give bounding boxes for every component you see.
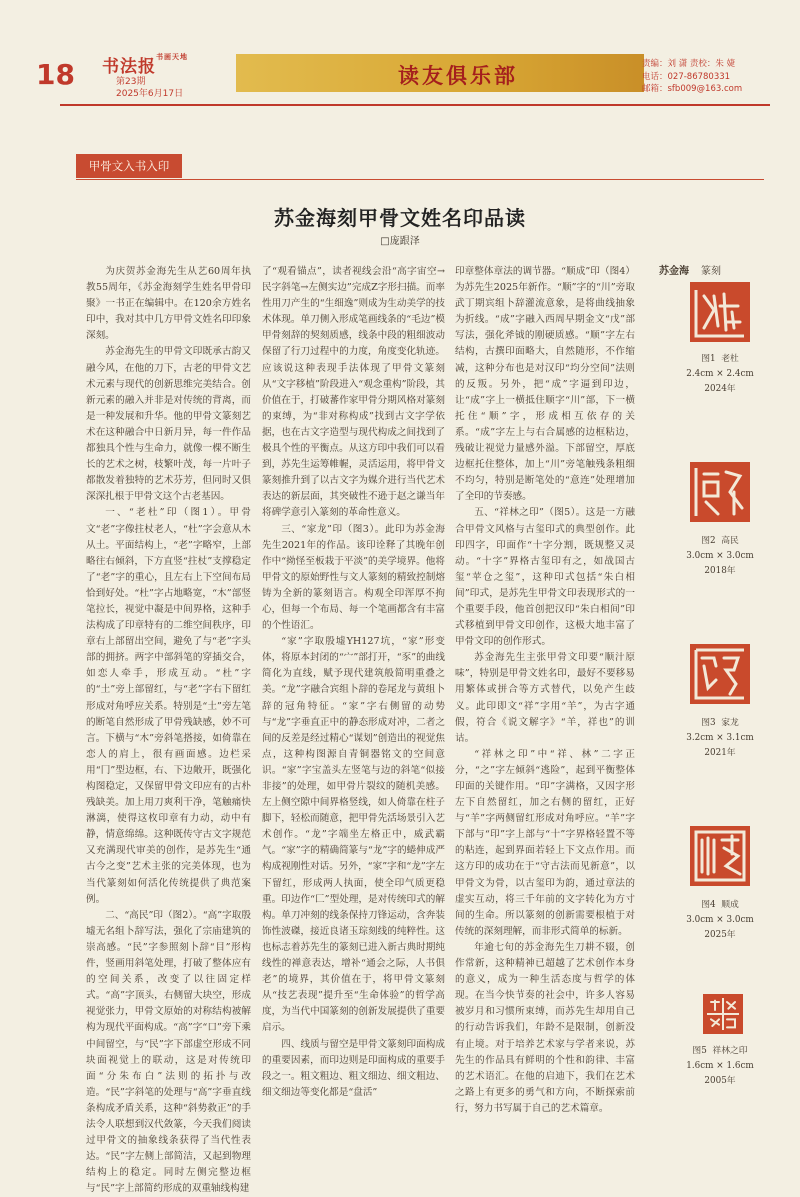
- seal-name: 祥林之印: [712, 1046, 748, 1056]
- paragraph: “家”字取殷墟YH127坑，“家”形变体，将原本封闭的“宀”部打开，“豕”的曲线简化为直线，赋予现代建筑般简明重叠之美。“龙”字融合宾组卜辞的卷尾龙与黄组卜辞的冠角特征。“家”字右侧留的动势与“龙”字垂直正中的静态形成对冲，二者之间的反差是经过精心“谋划”创造出的视觉焦点，这种构图源自青铜器铭文的空间意识。“家”字宝盖头左竖笔与边的斜笔“似接非接”的处理，如甲骨片裂纹的随机美感。左上侧空隙中间界格竖线，如人倚靠在柱子脚下，轻松而随意，把甲骨先活场景引入艺术创作。“龙”字端坐左格正中，威武霸气。“家”字的精确简篆与“龙”字的蜷伸成严构成视刚性对话。另外，“家”字和“龙”字左下留红，形成两人执面，使全印气质更稳重。印边作“匚”型处理，是对传统印式的解构。单刀冲刻的线条保持刀锋运动，含奔装饰性波磔，接近良诸玉琮刻线的纯粹性。这也标志着苏先生的篆刻已进入新古典时期纯线性的禅意表达，增补“通会之际，人书俱老”的境界，其价值在于，将甲骨文篆刻从“技艺表现”提升至“生命体验”的哲学高度，为当代中国篆刻的创新发展提供了重要启示。: [262, 636, 445, 1034]
- article-author: □庞跟泽: [380, 236, 420, 247]
- paper-name: [102, 52, 188, 77]
- header-rule: [60, 104, 770, 106]
- seal-year: 2021年: [704, 748, 736, 758]
- seal-image: [690, 644, 750, 704]
- fig-label: 图3: [701, 718, 716, 728]
- issue-info: [116, 76, 183, 100]
- paragraph: 五、“祥林之印”（图5）。这是一方融合甲骨文风格与古玺印式的典型创作。此印四字，印面作“十字分割，既规整又灵动。“十字”界格古玺印有之，如战国古玺“苹仓之玺”，这种印式包括“朱白相间”印式，是苏先生甲骨文印表现形式的一个重要手段，他首创把汉印“朱白相间”印式移植到甲骨文印创作，这极大地丰富了甲骨文印的创作形式。: [455, 507, 635, 648]
- section-banner: [236, 54, 644, 92]
- paper-name-text: 书法报: [102, 57, 156, 77]
- fig-label: 图5: [692, 1046, 707, 1056]
- seal-name: 老杜: [721, 354, 739, 364]
- issue-number: 第23期: [116, 77, 146, 87]
- seal-caption: [655, 352, 785, 397]
- seal-fig: [655, 1044, 785, 1059]
- seal-caption: [655, 1044, 785, 1089]
- seal-name: 家龙: [721, 718, 739, 728]
- seal-size: 2.4cm × 2.4cm: [686, 369, 754, 379]
- paragraph: 一、“老杜”印（图1）。甲骨文“老”字像拄杖老人，“杜”字会意从木从土。平面结构上，“老”字略窄，上部略往右倾斜，下方直竖“拄杖”支撑稳定了“老”字的重心，且左右上下空间布局恰到好处。“杜”字占地略宽，“木”部竖笔拉长，视觉中凝是中间界格，这种手法构成了印章特有的二维空间秩序，印章右上部留出空间，避免了与“老”字头部的拥挤。两字中部斜笔的穿插交合，如恋人牵手，形成互动。“杜”字的“土”旁上部留红，与“老”字右下留红形成对角呼应关系。特别是“土”旁左笔的断笔自然形成了甲骨残缺感，妙不可言。下横与“木”旁斜笔搭接，如倚靠在恋人的肩上，很有画面感。边栏采用“冂”型边框，右、下边敞开，既强化构图稳定，又保留甲骨文印应有的古朴残缺美。加上用刀爽利干净，笔触痛快淋漓，使得这枚印章有力动，动中有静，情意绵绵。这种既传守古文字规范又充满现代审美的创作，是苏先生“通古今之变”艺术主张的完美体现，也为当代篆刻如何活化传统提供了典范案例。: [86, 507, 251, 905]
- seal-image: [703, 994, 743, 1034]
- seal-fig: [655, 534, 785, 549]
- fig-label: 图2: [701, 536, 716, 546]
- article-title: 苏金海刻甲骨文姓名印品读: [274, 206, 526, 230]
- paragraph: 四、线质与留空是甲骨文篆刻印面构成的重要因素，而印边则是印面构成的重要手段之一。粗文粗边、粗文细边、细文粗边、细文细边等变化都是“盘活”: [262, 1038, 445, 1098]
- paragraph: 苏金海先生主张甲骨文印要“顺汁原味”，特别是甲骨文姓名印，最好不要移易用繁体或拼合等方式替代，以免产生歧义。此印即文“祥”字用“羊”，为古字通假，符合《说文解字》“羊，祥也”的训诂。: [455, 652, 635, 744]
- column-tag: 甲骨文入书入印: [76, 154, 182, 178]
- seal-size: 3.0cm × 3.0cm: [686, 915, 754, 925]
- page-number: 18: [36, 58, 75, 91]
- seal-caption: [655, 898, 785, 943]
- seal-fig: [655, 716, 785, 731]
- paper-sub: 书画天地: [156, 52, 188, 61]
- editors: 责编：刘 潇 责校：朱 婕: [642, 59, 736, 69]
- seal-name: 顺成: [721, 900, 739, 910]
- seal-size: 3.2cm × 3.1cm: [686, 733, 754, 743]
- text-column-1: [86, 264, 251, 1197]
- text-column-3: [455, 264, 635, 1117]
- paragraph: 苏金海先生的甲骨文印既承古韵又融今风，在他的刀下，古老的甲骨文艺术元素与现代的创新思维完美结合。创新元素的融入并非是对传统的背离，而是一种发展和升华。他的甲骨文篆刻艺术在这种融合中日新月异，每一件作品都独具个性与生命力，就像一棵不断生长的艺术之树，枝繁叶茂，每一片叶子都散发着独特的艺术芬芳，但同时又俱深深扎根于甲骨文这个古老基因。: [86, 346, 251, 503]
- paragraph: 年逾七旬的苏金海先生刀耕不辍，创作常新，这种精神已超越了艺术创作本身的意义，成为一种生活态度与哲学的体现。在当今快节奏的社会中，许多人容易被岁月和习惯所束缚，而苏先生却用自己的行动告诉我们，年龄不是限制，创新没有止境。对于培养艺术家与学者来说，苏先生的作品具有鲜明的个性和韵律、丰富的艺术语汇。在他的启迪下，我们在艺术之路上有更多的勇气和方向，不断探索前行，努力书写属于自己的艺术篇章。: [455, 941, 635, 1114]
- artist-name: 苏金海: [659, 266, 689, 277]
- seal-year: 2005年: [704, 1076, 736, 1086]
- gallery-label: 篆刻: [701, 266, 721, 277]
- seal-year: 2018年: [704, 566, 736, 576]
- paragraph: 三、“家龙”印（图3）。此印为苏金海先生2021年的作品。该印诠释了其晚年创作中“拗怪至板栽于平淡”的美学境界。他将甲骨文的原始野性与文人篆刻的精致控制熔铸为全新的篆刻语言。构观全印浑厚不拘心，但每一个布局、每一个笔画都含有丰富的个性语汇。: [262, 523, 445, 632]
- seal-caption: [655, 716, 785, 761]
- issue-date: 2025年6月17日: [116, 89, 184, 99]
- seal-size: 1.6cm × 1.6cm: [686, 1061, 754, 1071]
- paragraph: “祥林之印”中“祥、林”二字正分，“之”字左倾斜“逃险”，起到平衡整体印面的关键作用。“印”字满格，又因字形左下自然留红，加之右侧的留红，正好与“羊”字两侧留红形成对角呼应。“羊”字下部与“印”字上部与“十”字界格轻置不等的粘连，起到界面若轻上下文点作用。而这方印的成功在于“守古法而见新意”，以甲骨文为骨，以古玺印为韵，通过章法的虚实互动，将三千年前的文字转化为方寸间的生命。所以篆刻的创新需要根植于对传统的深刻理解，而非形式简单的标新。: [455, 748, 635, 937]
- paragraph: 二、“高民”印（图2）。“高”字取殷墟无名组卜辞写法，强化了宗庙建筑的崇高感。“民”字参照刻卜辞“目”形构件，竖画用斜笔处理，打破了整体应有的空间关系，改变了以往固定样式。“高”字顶头，右侧留大块空，形成视觉张力，甲骨文原始的对称结构被解构为现代平面构成。“高”字“口”旁下乘中间留空，与“民”字下部虚空形成不同块面视觉上的联动，这是对传统印面“分朱布白”法则的拓扑与改造。“民”字斜笔的处理与“高”字垂直线条构成矛盾关系，这种“斜势救正”的手法令人联想到汉代敛篆，今天我们阅读过甲骨文的抽象线条获得了当代性表达。“民”字左侧上部简洁，又起到物理结构上的稳定。同时左侧完整边框与“民”字上部简约形成的双重轴线构建: [86, 909, 251, 1195]
- paragraph: 了“观看锚点”，读者视线会沿“高字宙空→民字斜笔→左侧实边”完成Z字形扫描。而率性用刀产生的“生细逸”则成为生动美学的技术体现。单刀侧入形成笔画线条的“毛边”模甲骨刻辞的契刻质感，线条中段的粗细波动保留了行刀过程中的力度，角度变化轨迹。应该说这种表现手法体现了甲骨文篆刻从“文字移植”阶段进入“观念重构”阶段，其价值在于，打破蕃作家甲骨分期风格对篆刻的束缚，为“非对称构成”找到古文字学依据，也在古文字造型与现代构成之间找到了极具个性的平衡点。从这方印中我们可以看到，苏先生运筹帷幄，灵活运用，将甲骨文篆刻推升到了以古文字为媒介进行当代艺术表达的新层面，其突破性不逊于赵之谦当年将碑学意引入篆刻的革命性意义。: [262, 266, 445, 519]
- email: 邮箱：sfb009@163.com: [642, 84, 743, 94]
- paragraph: 为庆贺苏金海先生从艺60周年执教55周年，《苏金海刻学生姓名甲骨印聚》一书正在编辑中。在120余方姓名印中，我对其中几方甲骨文姓名印印象深刻。: [86, 266, 251, 342]
- section-title: 读友俱乐部: [398, 63, 518, 88]
- seal-size: 3.0cm × 3.0cm: [686, 551, 754, 561]
- seal-year: 2025年: [704, 930, 736, 940]
- seal-gallery-header: [659, 262, 785, 277]
- seal-caption: [655, 534, 785, 579]
- paragraph: 印章整体章法的调节器。“顺成”印（图4）为苏先生2025年新作。“顺”字的“川”旁取武丁期宾组卜辞灌流意象，是将曲线抽象为折线。“成”字融入西周早期金文“戊”部写法，强化斧钺的刚硬质感。“顺”字左右结构，古撰印面略大，自然随形，不作缩减，这种分布也是对汉印“均分空间”法则的反叛。另外，把“成”字逼到印边，让“成”字上一横抵住顺字“川”部，下一横托住“顺”字，形成相互依存的关系。“成”字左上与右合属感的边框粘边，残破让视觉力量感外溢。下部留空，厚底边框托住整体，加上“川”旁笔触残条粗细不均匀，特别是断笔处的“意连”处理增加了全印的节奏感。: [455, 266, 635, 503]
- seal-image: [690, 826, 750, 886]
- fig-label: 图4: [701, 900, 716, 910]
- text-column-2: [262, 264, 445, 1101]
- seal-image: [690, 282, 750, 342]
- page-header: [30, 50, 770, 108]
- column-tag-rule: [76, 179, 764, 180]
- seal-year: 2024年: [704, 384, 736, 394]
- phone: 电话：027-86780331: [642, 71, 731, 82]
- seal-fig: [655, 898, 785, 913]
- seal-gallery: [655, 262, 785, 1086]
- seal-fig: [655, 352, 785, 367]
- fig-label: 图1: [701, 354, 716, 364]
- seal-name: 高民: [721, 536, 739, 546]
- contact-info: [642, 58, 742, 96]
- seal-image: [690, 462, 750, 522]
